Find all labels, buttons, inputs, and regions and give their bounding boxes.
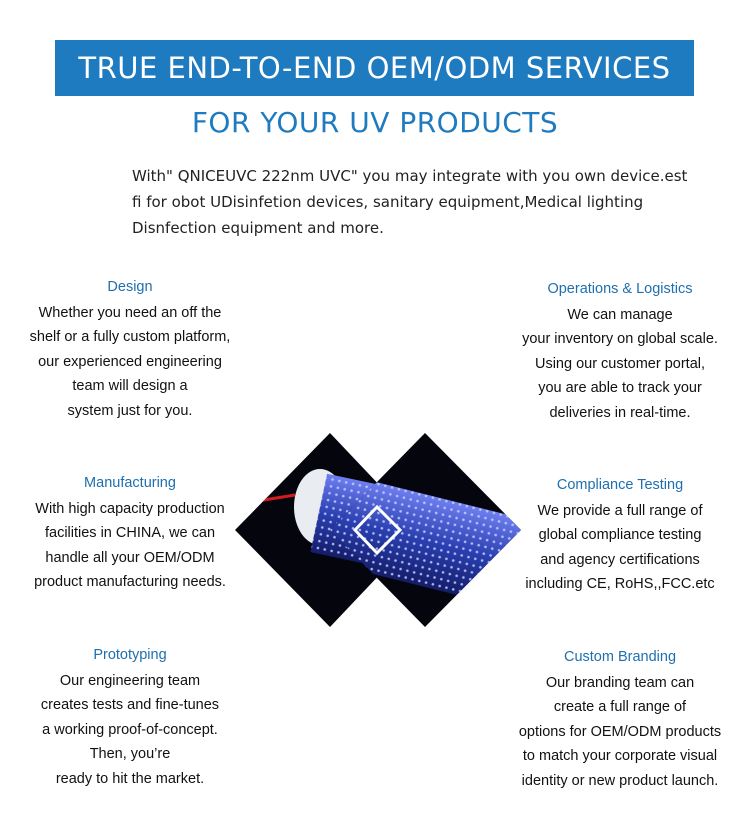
service-line: system just for you.	[67, 402, 193, 419]
page-subtitle: FOR YOUR UV PRODUCTS	[191, 106, 559, 139]
service-heading: Operations & Logistics	[547, 281, 693, 297]
banner-title: TRUE END-TO-END OEM/ODM SERVICES	[78, 51, 671, 85]
intro-paragraph	[132, 163, 688, 241]
service-line: ready to hit the market.	[55, 770, 205, 787]
service-line: a working proof-of-concept.	[42, 721, 218, 738]
service-compliance-testing	[500, 473, 740, 597]
service-operations-logistics	[500, 277, 740, 425]
service-line: We can manage	[567, 306, 673, 323]
service-line: team will design a	[72, 378, 188, 394]
service-line: product manufacturing needs.	[34, 574, 226, 590]
service-line: your inventory on global scale.	[522, 331, 718, 347]
title-banner	[55, 40, 694, 96]
service-line: options for OEM/ODM products	[518, 723, 722, 740]
service-prototyping	[10, 643, 250, 791]
service-line: and agency certifications	[540, 551, 700, 568]
service-line: including CE, RoHS,,FCC.etc	[525, 576, 715, 592]
service-line: Whether you need an off the	[38, 304, 222, 321]
uv-lamp-image	[225, 425, 525, 635]
service-line: create a full range of	[553, 699, 687, 715]
service-line: With high capacity production	[35, 500, 225, 517]
intro-line: Disnfection equipment and more.	[132, 219, 384, 237]
service-line: our experienced engineering	[38, 353, 222, 370]
service-manufacturing	[10, 471, 250, 595]
service-line: facilities in CHINA, we can	[44, 525, 216, 541]
service-heading: Custom Branding	[563, 649, 677, 665]
service-line: handle all your OEM/ODM	[45, 549, 215, 566]
service-heading: Manufacturing	[84, 475, 176, 491]
service-line: identity or new product launch.	[521, 772, 719, 789]
service-heading: Compliance Testing	[556, 477, 684, 493]
service-line: shelf or a fully custom platform,	[29, 329, 231, 345]
service-heading: Prototyping	[93, 647, 167, 663]
service-heading: Design	[107, 279, 153, 295]
service-line: you are able to track your	[538, 380, 702, 396]
intro-line: With" QNICEUVC 222nm UVC" you may integrate with you own device.est	[132, 167, 688, 185]
service-design	[10, 275, 250, 423]
service-line: to match your corporate visual	[522, 748, 718, 764]
service-line: Our branding team can	[545, 674, 695, 691]
service-line: creates tests and fine-tunes	[40, 697, 220, 713]
intro-line: fi for obot UDisinfetion devices, sanitary equipment,Medical lighting	[132, 193, 644, 211]
service-line: Then, you’re	[89, 746, 171, 762]
service-line: We provide a full range of	[537, 502, 703, 519]
service-line: deliveries in real-time.	[549, 404, 691, 421]
service-line: Using our customer portal,	[534, 355, 706, 372]
service-custom-branding	[500, 645, 740, 793]
service-line: global compliance testing	[538, 527, 702, 543]
service-line: Our engineering team	[59, 672, 201, 689]
